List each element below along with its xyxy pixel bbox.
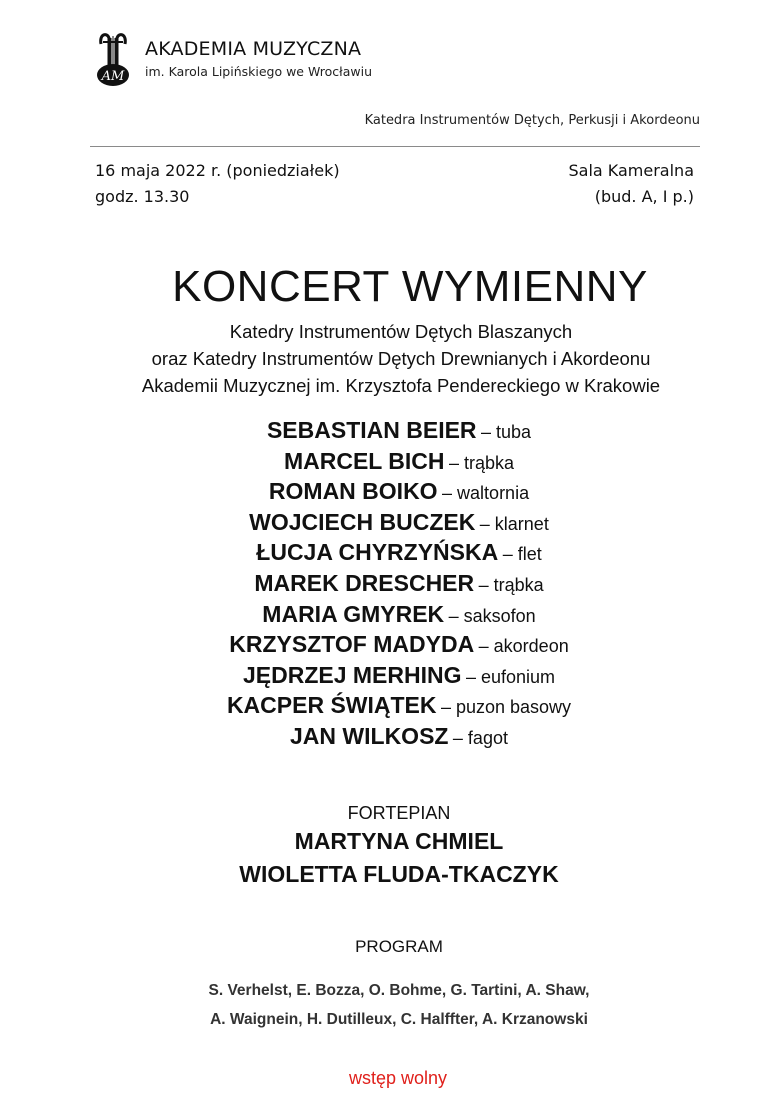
performer-item: [14, 660, 784, 691]
concert-title: KONCERT WYMIENNY: [172, 262, 648, 311]
performer-instrument: – trąbka: [448, 452, 515, 473]
performer-instrument: – akordeon: [478, 636, 569, 657]
performer-list: [0, 415, 784, 752]
performer-item: [14, 446, 784, 477]
performer-instrument: – waltornia: [442, 483, 530, 504]
performer-instrument: – klarnet: [479, 513, 549, 534]
program-composers: [0, 976, 784, 1034]
performer-instrument: – puzon basowy: [440, 697, 572, 718]
performer-name: SEBASTIAN BEIER: [266, 417, 477, 443]
event-date-time: [95, 158, 340, 210]
subtitle-line: Katedry Instrumentów Dętych Blaszanych: [229, 321, 573, 342]
performer-name: KACPER ŚWIĄTEK: [226, 692, 437, 719]
piano-label: FORTEPIAN: [347, 803, 451, 823]
performer-item: [14, 537, 784, 568]
institution-name: AKADEMIA MUZYCZNA: [145, 38, 362, 60]
performer-name: ŁUCJA CHYRZYŃSKA: [256, 539, 499, 566]
program-line: S. Verhelst, E. Bozza, O. Bohme, G. Tartini, A. Shaw,: [208, 982, 590, 999]
subtitle-line: Akademii Muzycznej im. Krzysztofa Pendereckiego w Krakowie: [141, 375, 661, 396]
performer-item: [14, 507, 784, 538]
performer-item: [14, 690, 784, 721]
program-label: PROGRAM: [355, 937, 443, 956]
performer-instrument: – tuba: [481, 422, 532, 442]
performer-instrument: – eufonium: [465, 666, 556, 687]
department-name: Katedra Instrumentów Dętych, Perkusji i Akordeonu: [364, 113, 700, 128]
performer-name: KRZYSZTOF MADYDA: [229, 631, 475, 658]
performer-instrument: – saksofon: [448, 605, 536, 626]
venue-name: Sala Kameralna: [568, 161, 694, 180]
performer-instrument: – flet: [502, 544, 542, 565]
performer-item: [14, 599, 784, 630]
pianist-name: MARTYNA CHMIEL: [294, 828, 504, 854]
lyre-logo-icon: [93, 30, 133, 88]
pianist-name: WIOLETTA FLUDA-TKACZYK: [239, 861, 559, 887]
event-venue: [568, 158, 694, 210]
event-date: 16 maja 2022 r. (poniedziałek): [95, 161, 340, 180]
performer-item: [14, 629, 784, 660]
concert-subtitle: [0, 318, 784, 399]
program-line: A. Waignein, H. Dutilleux, C. Halffter, A. Krzanowski: [210, 1011, 588, 1028]
performer-name: MAREK DRESCHER: [254, 569, 475, 596]
free-entry-note: wstęp wolny: [348, 1068, 448, 1088]
performer-item: [14, 476, 784, 507]
performer-instrument: – fagot: [452, 727, 508, 748]
performer-name: JAN WILKOSZ: [290, 722, 449, 749]
performer-item: [14, 721, 784, 752]
performer-instrument: – trąbka: [478, 574, 544, 595]
subtitle-line: oraz Katedry Instrumentów Dętych Drewnianych i Akordeonu: [151, 348, 651, 369]
performer-name: MARCEL BICH: [283, 447, 445, 474]
event-time: godz. 13.30: [95, 187, 190, 206]
header-divider: [90, 146, 700, 147]
institution-subtitle: im. Karola Lipińskiego we Wrocławiu: [145, 64, 372, 79]
performer-name: JĘDRZEJ MERHING: [242, 661, 462, 688]
venue-detail: (bud. A, I p.): [594, 187, 694, 206]
performer-item: [14, 415, 784, 446]
performer-item: [14, 568, 784, 599]
logo-monogram: AM: [101, 69, 125, 84]
pianist-list: [0, 825, 784, 891]
performer-name: WOJCIECH BUCZEK: [249, 508, 476, 535]
performer-name: ROMAN BOIKO: [268, 478, 438, 505]
performer-name: MARIA GMYREK: [262, 600, 445, 627]
